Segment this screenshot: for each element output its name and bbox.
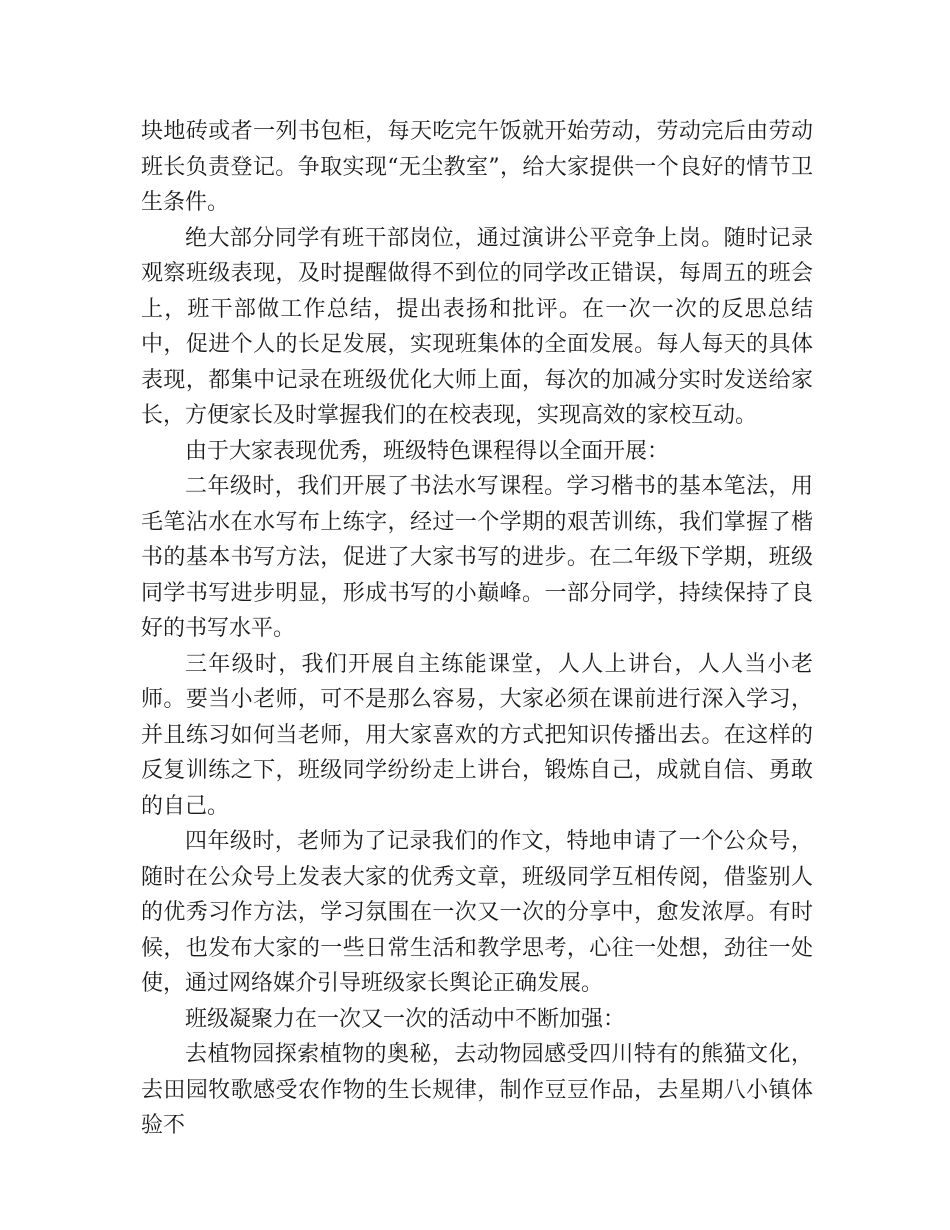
paragraph-cohesion-intro: 班级凝聚力在一次又一次的活动中不断加强： — [185, 1006, 626, 1032]
document-page — [141, 114, 813, 1144]
paragraph-grade-four: 四年级时，老师为了记录我们的作文，特地申请了一个公众号，随时在公众号上发表大家的优秀文章，班级同学互相传阅，借鉴别人的优秀习作方法，学习氛围在一次又一次的分享中，愈发浓厚。有时候，也发布大家的一些日常生活和教学思考，心往一处想，劲往一处使，通过网络媒介引导班级家长舆论正确发展。 — [141, 829, 813, 996]
paragraph-grade-two: 二年级时，我们开展了书法水写课程。学习楷书的基本笔法，用毛笔沾水在水写布上练字，经过一个学期的艰苦训练，我们掌握了楷书的基本书写方法，促进了大家书写的进步。在二年级下学期，班级同学书写进步明显，形成书写的小巅峰。一部分同学，持续保持了良好的书写水平。 — [141, 474, 813, 641]
paragraph-activities: 去植物园探索植物的奥秘，去动物园感受四川特有的熊猫文化，去田园牧歌感受农作物的生长规律，制作豆豆作品，去星期八小镇体验不 — [141, 1042, 813, 1138]
paragraph-grade-three: 三年级时，我们开展自主练能课堂，人人上讲台，人人当小老师。要当小老师，可不是那么容易，大家必须在课前进行深入学习，并且练习如何当老师，用大家喜欢的方式把知识传播出去。在这样的反复训练之下，班级同学纷纷走上讲台，锻炼自己，成就自信、勇敢的自己。 — [141, 651, 813, 819]
paragraph-courses-intro: 由于大家表现优秀，班级特色课程得以全面开展： — [185, 438, 670, 464]
paragraph-class-cadres: 绝大部分同学有班干部岗位，通过演讲公平竞争上岗。随时记录观察班级表现，及时提醒做得不到位的同学改正错误，每周五的班会上，班干部做工作总结，提出表扬和批评。在一次一次的反思总结中，促进个人的长足发展，实现班集体的全面发展。每人每天的具体表现，都集中记录在班级优化大师上面，每次的加减分实时发送给家长，方便家长及时掌握我们的在校表现，实现高效的家校互动。 — [141, 225, 813, 428]
paragraph-continuation: 块地砖或者一列书包柜，每天吃完午饭就开始劳动，劳动完后由劳动班长负责登记。争取实现“无尘教室”，给大家提供一个良好的情节卫生条件。 — [141, 119, 813, 215]
